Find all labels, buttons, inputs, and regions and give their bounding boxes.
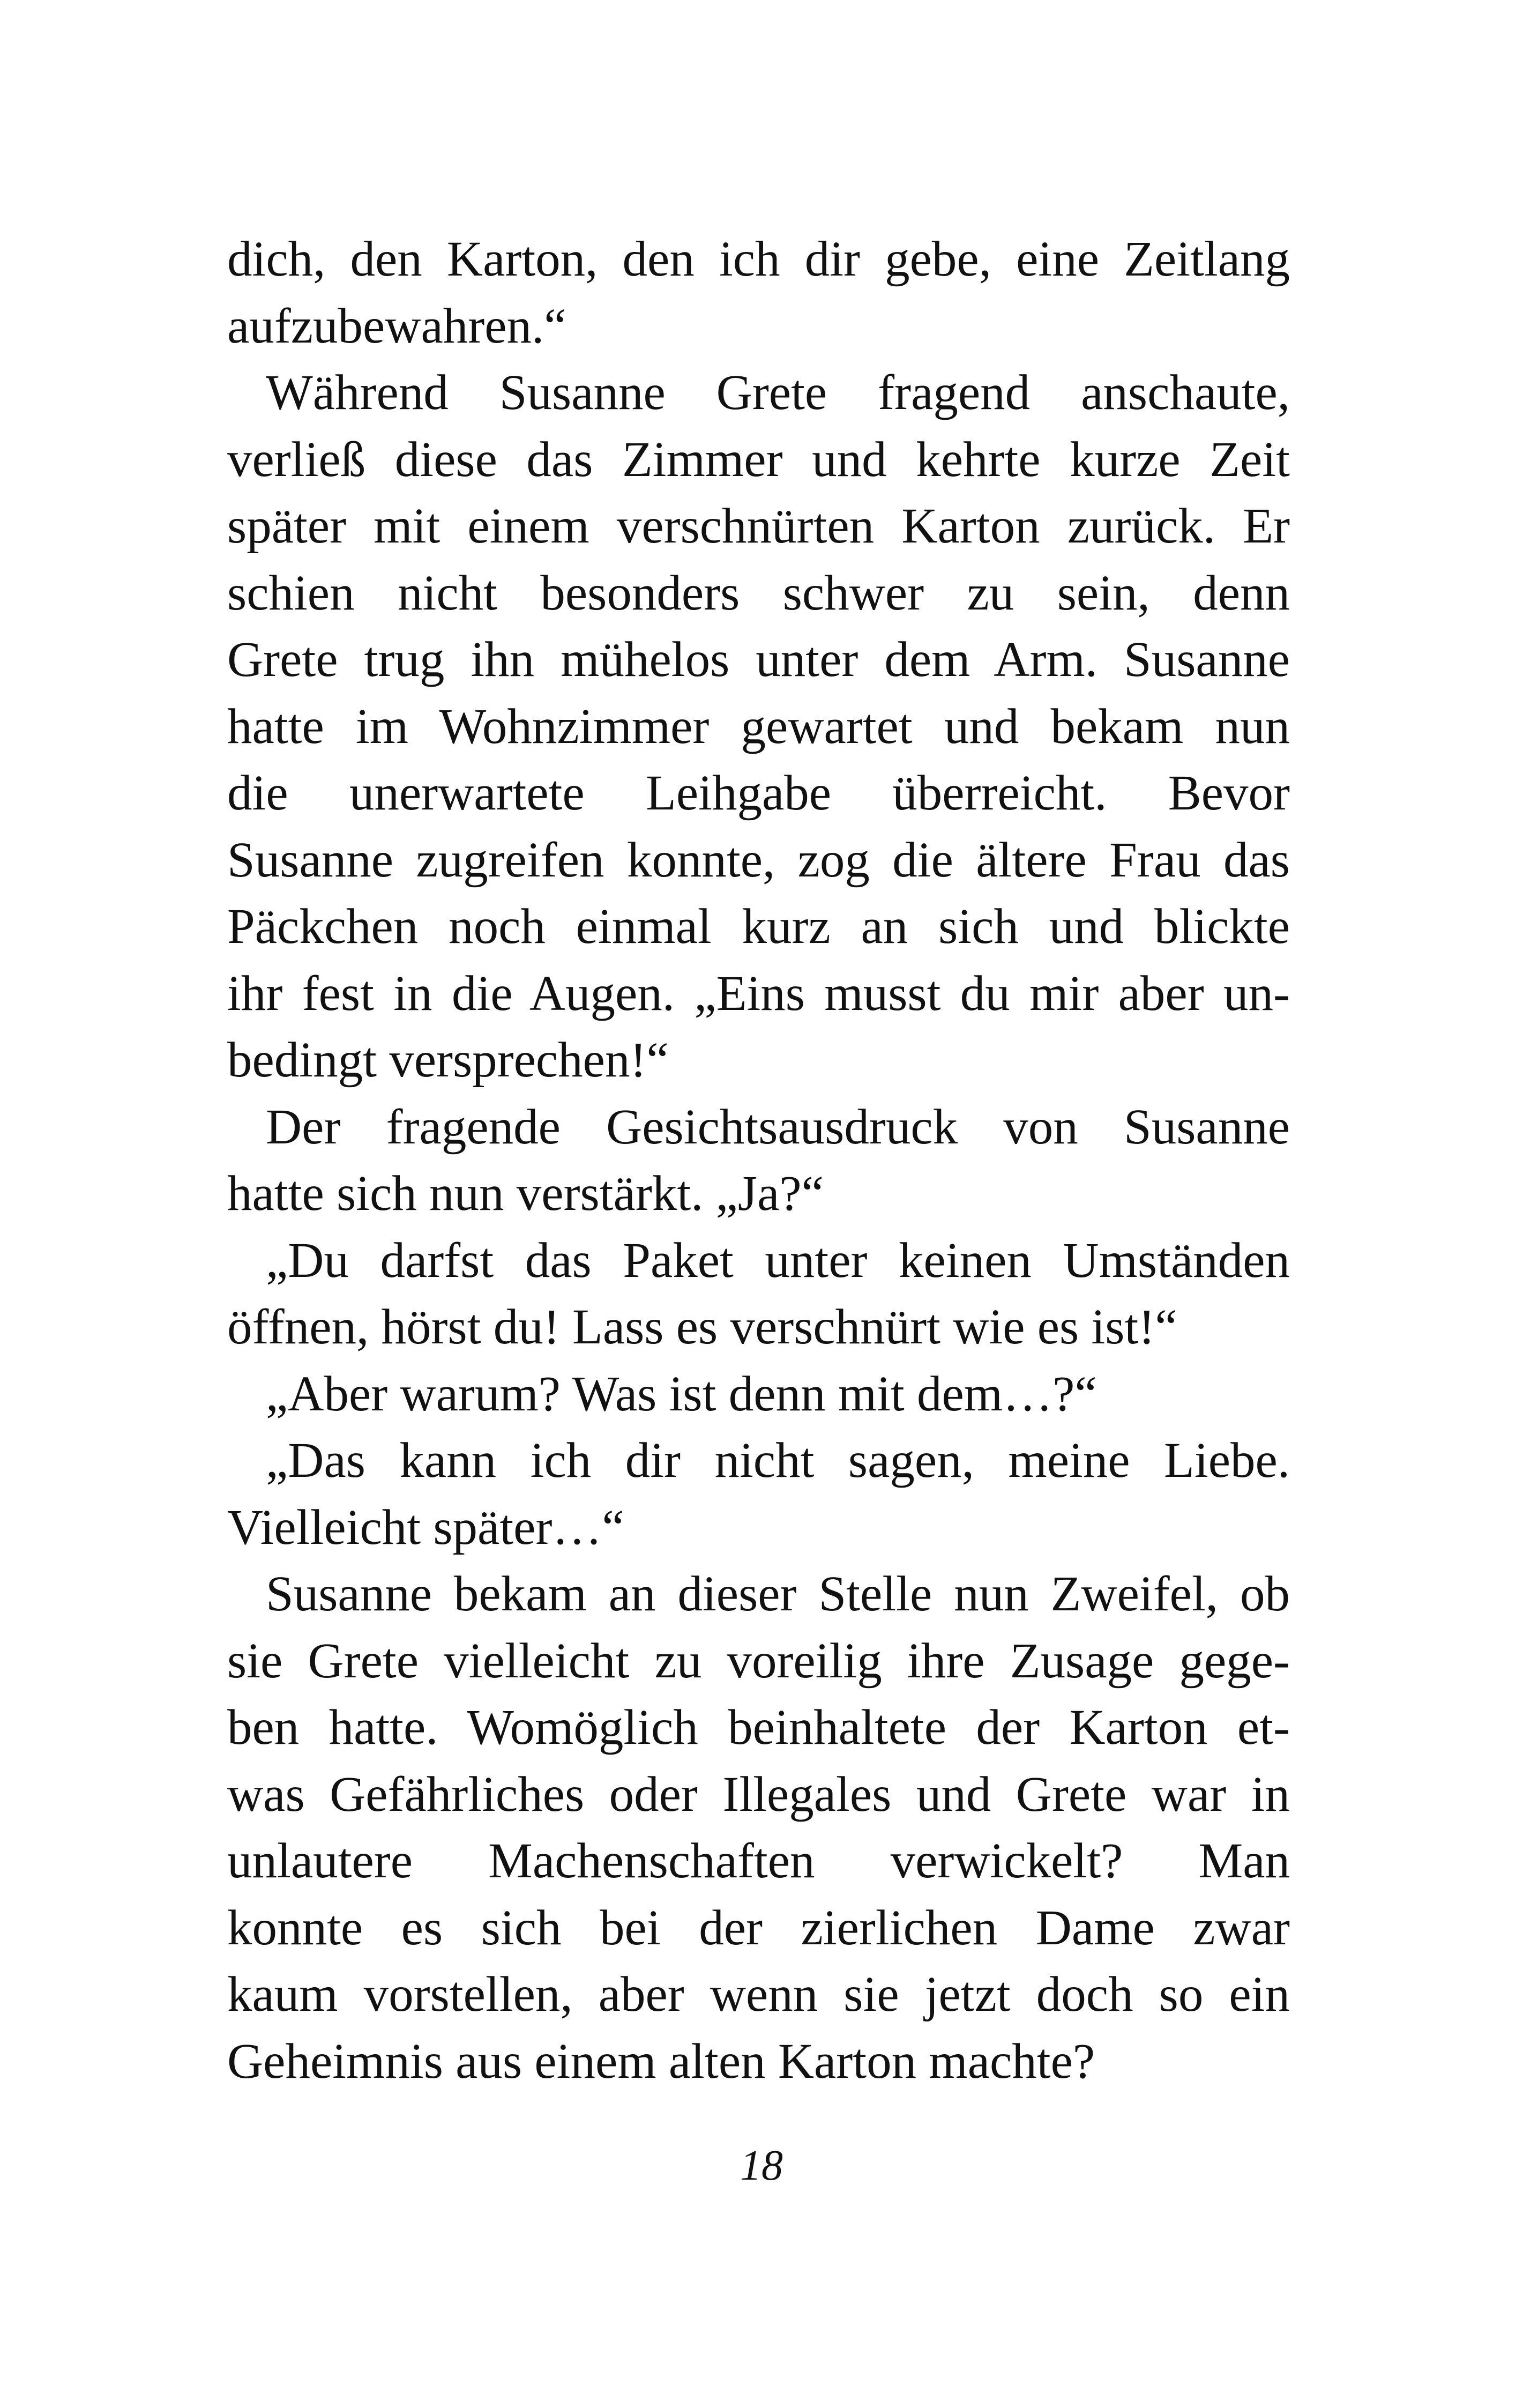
paragraph: [227, 226, 1290, 360]
text-line: kaum vorstellen, aber wenn sie jetzt doch so ein: [227, 1967, 1290, 2022]
text-line: hatte sich nun verstärkt. „Ja?“: [227, 1166, 824, 1221]
text-line: Päckchen noch einmal kurz an sich und blickte: [227, 899, 1290, 954]
text-line: verließ diese das Zimmer und kehrte kurze Zeit: [227, 432, 1290, 487]
paragraph: [227, 1561, 1290, 2095]
paragraph: [227, 360, 1290, 1094]
text-line: die unerwartete Leihgabe überreicht. Bevor: [227, 765, 1290, 821]
text-line: „Du darfst das Paket unter keinen Umständen: [266, 1232, 1290, 1288]
text-line: hatte im Wohnzimmer gewartet und bekam nun: [227, 698, 1290, 754]
paragraph: [227, 1361, 1290, 1428]
text-line: „Aber warum? Was ist denn mit dem…?“: [266, 1366, 1097, 1422]
paragraph: [227, 1428, 1290, 1561]
paragraph: [227, 1094, 1290, 1228]
text-line: was Gefährliches oder Illegales und Grete war in: [227, 1766, 1290, 1822]
text-line: dich, den Karton, den ich dir gebe, eine Zeitlang: [227, 232, 1290, 287]
text-line: schien nicht besonders schwer zu sein, denn: [227, 565, 1290, 621]
body-text: [227, 226, 1290, 2095]
text-line: bedingt versprechen!“: [227, 1032, 669, 1088]
text-line: öffnen, hörst du! Lass es verschnürt wie es ist!“: [227, 1299, 1177, 1355]
text-line: Vielleicht später…“: [227, 1499, 624, 1555]
text-line: Geheimnis aus einem alten Karton machte?: [227, 2033, 1095, 2089]
paragraph: [227, 1228, 1290, 1361]
text-line: unlautere Machenschaften verwickelt? Man: [227, 1833, 1290, 1889]
text-line: ihr fest in die Augen. „Eins musst du mir aber un-: [227, 965, 1290, 1021]
text-line: „Das kann ich dir nicht sagen, meine Liebe.: [266, 1433, 1290, 1488]
text-line: konnte es sich bei der zierlichen Dame zwar: [227, 1900, 1290, 1956]
text-line: Susanne bekam an dieser Stelle nun Zweifel, ob: [266, 1566, 1290, 1622]
text-line: Susanne zugreifen konnte, zog die ältere Frau das: [227, 832, 1290, 888]
text-line: Der fragende Gesichtsausdruck von Susanne: [266, 1099, 1290, 1155]
text-line: ben hatte. Womöglich beinhaltete der Karton et-: [227, 1700, 1290, 1755]
text-line: sie Grete vielleicht zu voreilig ihre Zusage gege-: [227, 1633, 1290, 1689]
text-line: aufzubewahren.“: [227, 298, 566, 354]
text-line: Grete trug ihn mühelos unter dem Arm. Susanne: [227, 632, 1290, 687]
text-line: Während Susanne Grete fragend anschaute,: [266, 365, 1290, 420]
page-number: 18: [740, 2142, 783, 2189]
text-line: später mit einem verschnürten Karton zurück. Er: [227, 499, 1290, 554]
